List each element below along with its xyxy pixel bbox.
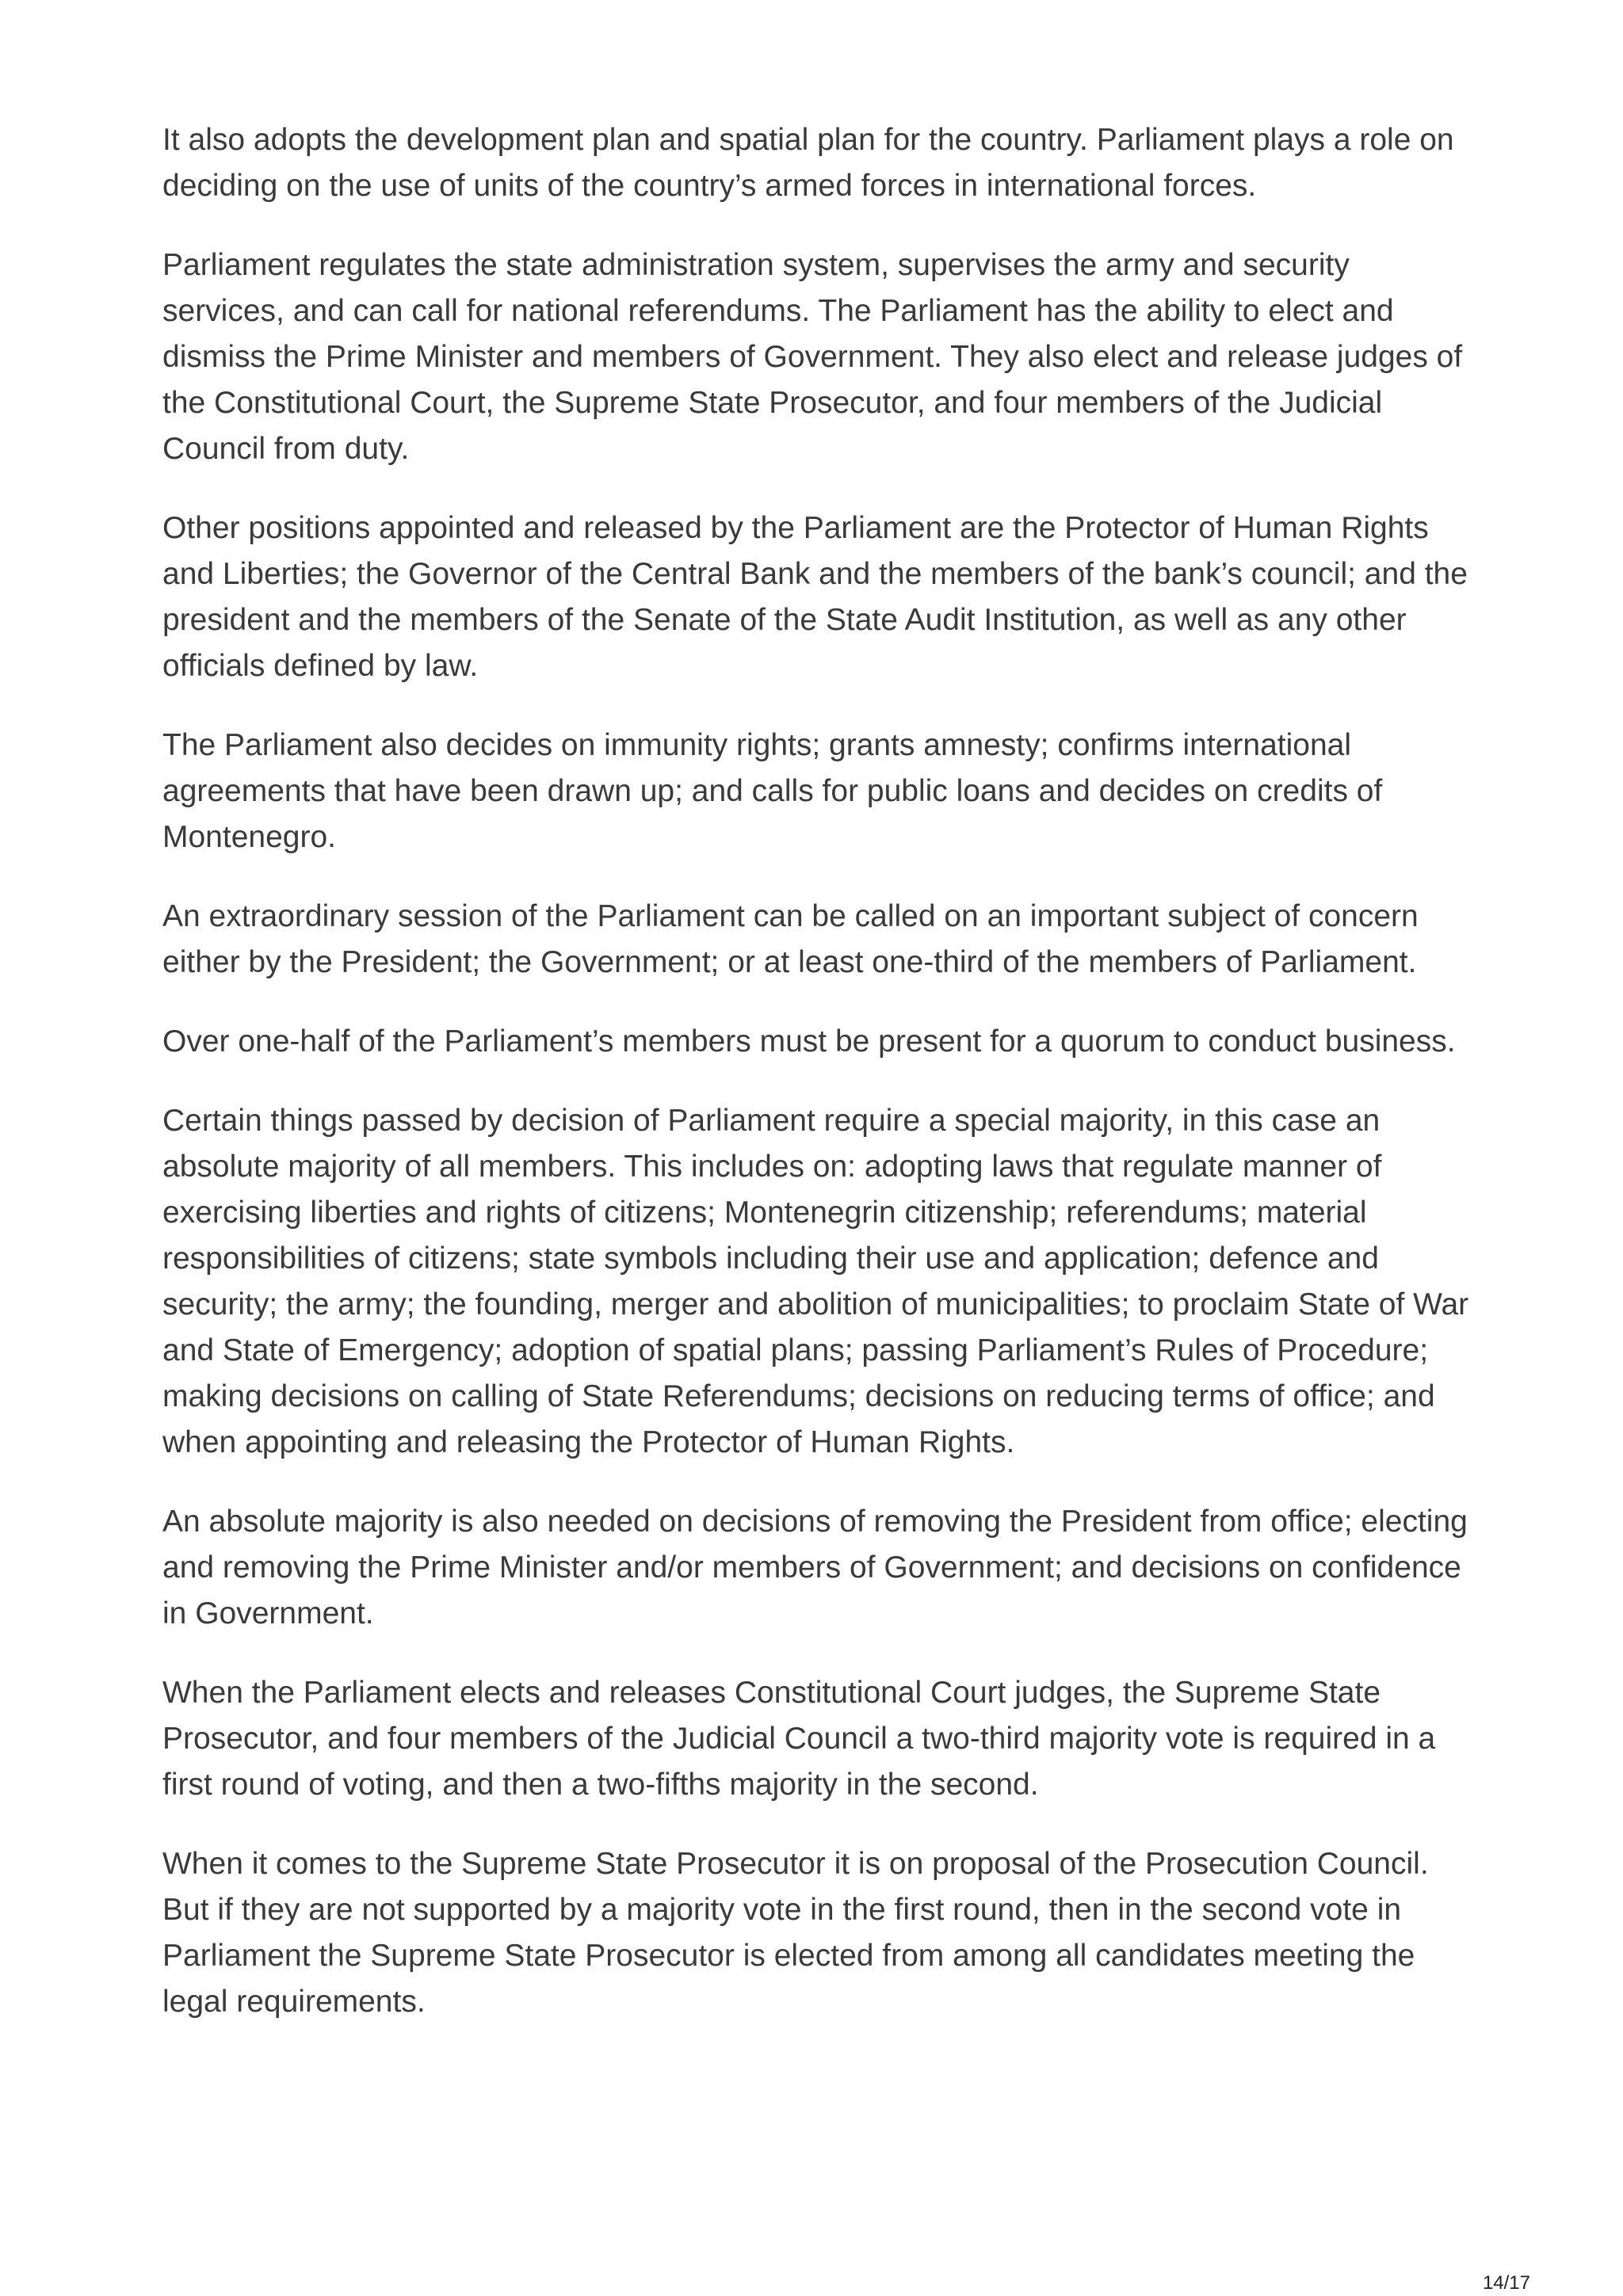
paragraph-4: The Parliament also decides on immunity rights; grants amnesty; confirms international agreements that have been drawn up; and calls for public loans and decides on credits of Montenegro. [162, 728, 1383, 854]
paragraph-3: Other positions appointed and released by the Parliament are the Protector of Human Rights and Liberties; the Governor of the Central Bank and the members of the bank’s council; and the president and the members of the Senate of the State Audit Institution, as well as any other officials defined by law. [162, 511, 1468, 683]
paragraph-2: Parliament regulates the state administration system, supervises the army and security services, and can call for national referendums. The Parliament has the ability to elect and dismiss the Prime Minister and members of Government. They also elect and release judges of the Constitutional Court, the Supreme State Prosecutor, and four members of the Judicial Council from duty. [162, 248, 1463, 466]
paragraph-10: When it comes to the Supreme State Prosecutor it is on proposal of the Prosecution Council. But if they are not supported by a majority vote in the first round, then in the second vote in Parliament the Supreme State Prosecutor is elected from among all candidates meeting the legal requirements. [162, 1847, 1429, 2019]
paragraph-7: Certain things passed by decision of Parliament require a special majority, in this case an absolute majority of all members. This includes on: adopting laws that regulate manner of exercising liberties and rights of citizens; Montenegrin citizenship; referendums; material responsibilities of citizens; state symbols including their use and application; defence and security; the army; the founding, merger and abolition of municipalities; to proclaim State of War and State of Emergency; adoption of spatial plans; passing Parliament’s Rules of Procedure; making decisions on calling of State Referendums; decisions on reducing terms of office; and when appointing and releasing the Protector of Human Rights. [162, 1104, 1469, 1459]
paragraph-9: When the Parliament elects and releases Constitutional Court judges, the Supreme State Prosecutor, and four members of the Judicial Council a two-third majority vote is required in a first round of voting, and then a two-fifths majority in the second. [162, 1676, 1436, 1802]
document-body [162, 117, 1478, 2058]
paragraph-1: It also adopts the development plan and spatial plan for the country. Parliament plays a role on deciding on the use of units of the country’s armed forces in international forces. [162, 123, 1454, 203]
paragraph-8: An absolute majority is also needed on decisions of removing the President from office; electing and removing the Prime Minister and/or members of Government; and decisions on confidence in Government. [162, 1505, 1468, 1630]
paragraph-5: An extraordinary session of the Parliament can be called on an important subject of concern either by the President; the Government; or at least one-third of the members of Parliament. [162, 899, 1419, 979]
page-number: 14/17 [1482, 2272, 1530, 2294]
paragraph-6: Over one-half of the Parliament’s members must be present for a quorum to conduct business. [162, 1024, 1456, 1058]
